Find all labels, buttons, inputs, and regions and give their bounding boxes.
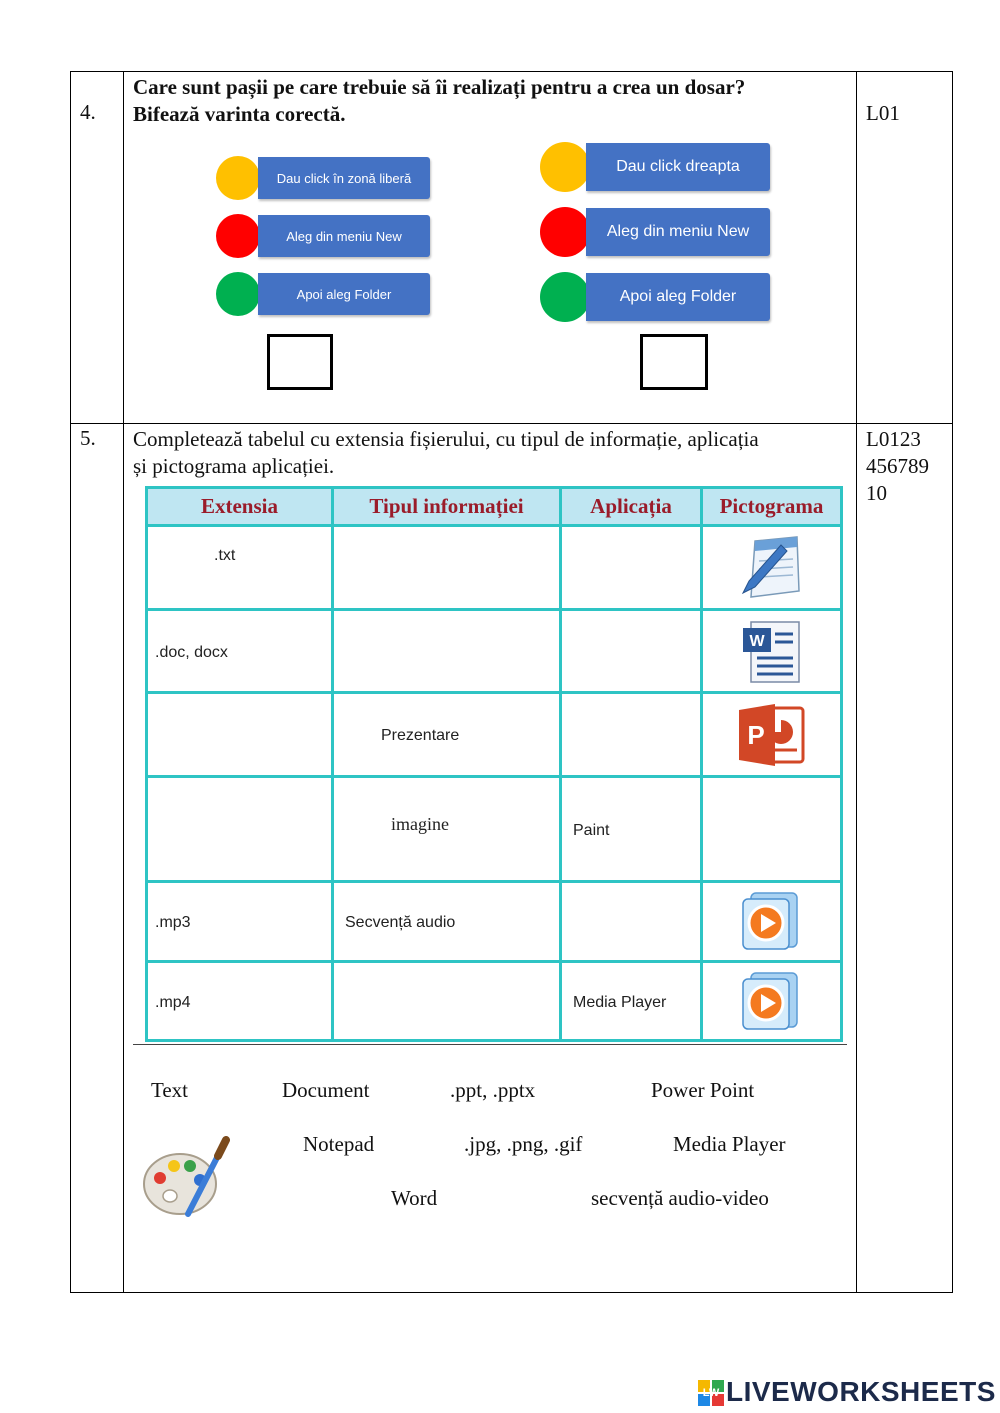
q5-number: 5.	[80, 426, 96, 450]
row3-icon-cell	[703, 694, 840, 775]
row6-app-cell[interactable]	[562, 963, 700, 1039]
word-power-point[interactable]: Power Point	[651, 1078, 755, 1102]
red-circle-icon	[540, 207, 590, 257]
row2-app-cell[interactable]	[562, 611, 700, 691]
header-aplicatia: Aplicația	[562, 489, 700, 524]
word-document[interactable]: Document	[282, 1078, 370, 1102]
powerpoint-icon	[737, 702, 807, 768]
word-text[interactable]: Text	[151, 1078, 189, 1102]
option-a-step-1	[216, 154, 432, 200]
media-player-icon	[739, 971, 801, 1031]
row4-app-cell[interactable]	[562, 778, 700, 880]
row1-icon-cell	[703, 527, 840, 608]
option-b-checkbox[interactable]	[640, 334, 708, 390]
word-jpg[interactable]: .jpg, .png, .gif	[464, 1132, 583, 1156]
notepad-icon	[741, 535, 803, 601]
row4-ext-cell[interactable]	[148, 778, 331, 880]
row6-ext-cell[interactable]	[148, 963, 331, 1039]
row1-ext: .txt	[214, 547, 236, 564]
word-notepad[interactable]: Notepad	[303, 1132, 375, 1156]
q5-text-line2: și pictograma aplicației.	[133, 454, 335, 478]
liveworksheets-brand: LIVEWORKSHEETS	[726, 1376, 996, 1407]
row1-ext-cell[interactable]	[148, 527, 331, 608]
red-circle-icon	[216, 214, 260, 258]
yellow-circle-icon	[216, 156, 260, 200]
row3-app-cell[interactable]	[562, 694, 700, 775]
yellow-circle-icon	[540, 142, 590, 192]
q5-text	[133, 426, 851, 480]
grid-bottom-line	[70, 1292, 953, 1293]
q4-title-line1: Care sunt pașii pe care trebuie să îi realizați pentru a crea un dosar?	[133, 75, 746, 99]
svg-text:W: W	[749, 633, 765, 650]
word-word[interactable]: Word	[391, 1186, 438, 1210]
extensions-table	[145, 486, 843, 1042]
row5-ext-cell[interactable]	[148, 883, 331, 960]
q5-code	[866, 426, 929, 507]
svg-text:P: P	[747, 720, 765, 750]
grid-right-line	[952, 71, 953, 1293]
grid-left-line	[70, 71, 71, 1293]
option-b-step-2	[540, 207, 772, 257]
q4-title	[133, 74, 848, 128]
option-a-step-2	[216, 212, 432, 258]
header-tipul: Tipul informației	[334, 489, 559, 524]
header-extensia: Extensia	[148, 489, 331, 524]
row3-ext-cell[interactable]	[148, 694, 331, 775]
row6-ext: .mp4	[155, 994, 191, 1011]
table-under-line	[133, 1044, 847, 1045]
option-a-step-2-label: Aleg din meniu New	[258, 215, 430, 257]
option-b-step-2-label: Aleg din meniu New	[586, 208, 770, 256]
q5-code-line3: 10	[866, 481, 887, 505]
row6-type-cell[interactable]	[334, 963, 559, 1039]
q4-title-line2: Bifează varinta corectă.	[133, 102, 346, 126]
option-b-step-3-label: Apoi aleg Folder	[586, 273, 770, 321]
green-circle-icon	[216, 272, 260, 316]
liveworksheets-logo	[698, 1380, 724, 1406]
word-ppt[interactable]: .ppt, .pptx	[450, 1078, 536, 1102]
row1-app-cell[interactable]	[562, 527, 700, 608]
row5-icon-cell	[703, 883, 840, 960]
q5-code-line2: 456789	[866, 454, 929, 478]
row2-icon-cell	[703, 611, 840, 691]
grid-col2-line	[856, 71, 857, 1293]
option-a-step-3	[216, 270, 432, 316]
row5-type-cell[interactable]	[334, 883, 559, 960]
grid-top-line	[70, 71, 953, 72]
option-a-step-3-label: Apoi aleg Folder	[258, 273, 430, 315]
word-media-player[interactable]: Media Player	[673, 1132, 786, 1156]
option-b-step-1-label: Dau click dreapta	[586, 143, 770, 191]
green-circle-icon	[540, 272, 590, 322]
row2-ext: .doc, docx	[155, 644, 228, 661]
q5-text-line1: Completează tabelul cu extensia fișierului, cu tipul de informație, aplicația	[133, 427, 759, 451]
grid-col1-line	[123, 71, 124, 1293]
option-b-step-3	[540, 272, 772, 322]
header-pictograma: Pictograma	[703, 489, 840, 524]
grid-mid-line	[70, 423, 953, 424]
paint-palette-icon[interactable]	[140, 1136, 230, 1222]
liveworksheets-logo-letters: LW	[702, 1387, 720, 1399]
media-player-icon	[739, 891, 801, 951]
option-a-step-1-label: Dau click în zonă liberă	[258, 157, 430, 199]
row1-type-cell[interactable]	[334, 527, 559, 608]
q4-number: 4.	[80, 100, 96, 124]
word-icon	[741, 620, 803, 684]
row4-icon-cell[interactable]	[703, 778, 840, 880]
row3-type-cell[interactable]	[334, 694, 559, 775]
row6-icon-cell	[703, 963, 840, 1039]
option-b-step-1	[540, 142, 772, 192]
q4-code: L01	[866, 101, 900, 125]
q5-code-line1: L0123	[866, 427, 921, 451]
row2-ext-cell[interactable]	[148, 611, 331, 691]
word-audio-video[interactable]: secvență audio-video	[591, 1186, 769, 1210]
row5-app-cell[interactable]	[562, 883, 700, 960]
row5-ext: .mp3	[155, 914, 191, 931]
row3-type: Prezentare	[381, 727, 460, 744]
row2-type-cell[interactable]	[334, 611, 559, 691]
row6-app: Media Player	[573, 994, 667, 1011]
row4-type-cell[interactable]	[334, 778, 559, 880]
row4-app: Paint	[573, 822, 610, 839]
row5-type: Secvență audio	[345, 914, 456, 931]
option-a-checkbox[interactable]	[267, 334, 333, 390]
row4-type: imagine	[391, 814, 449, 834]
